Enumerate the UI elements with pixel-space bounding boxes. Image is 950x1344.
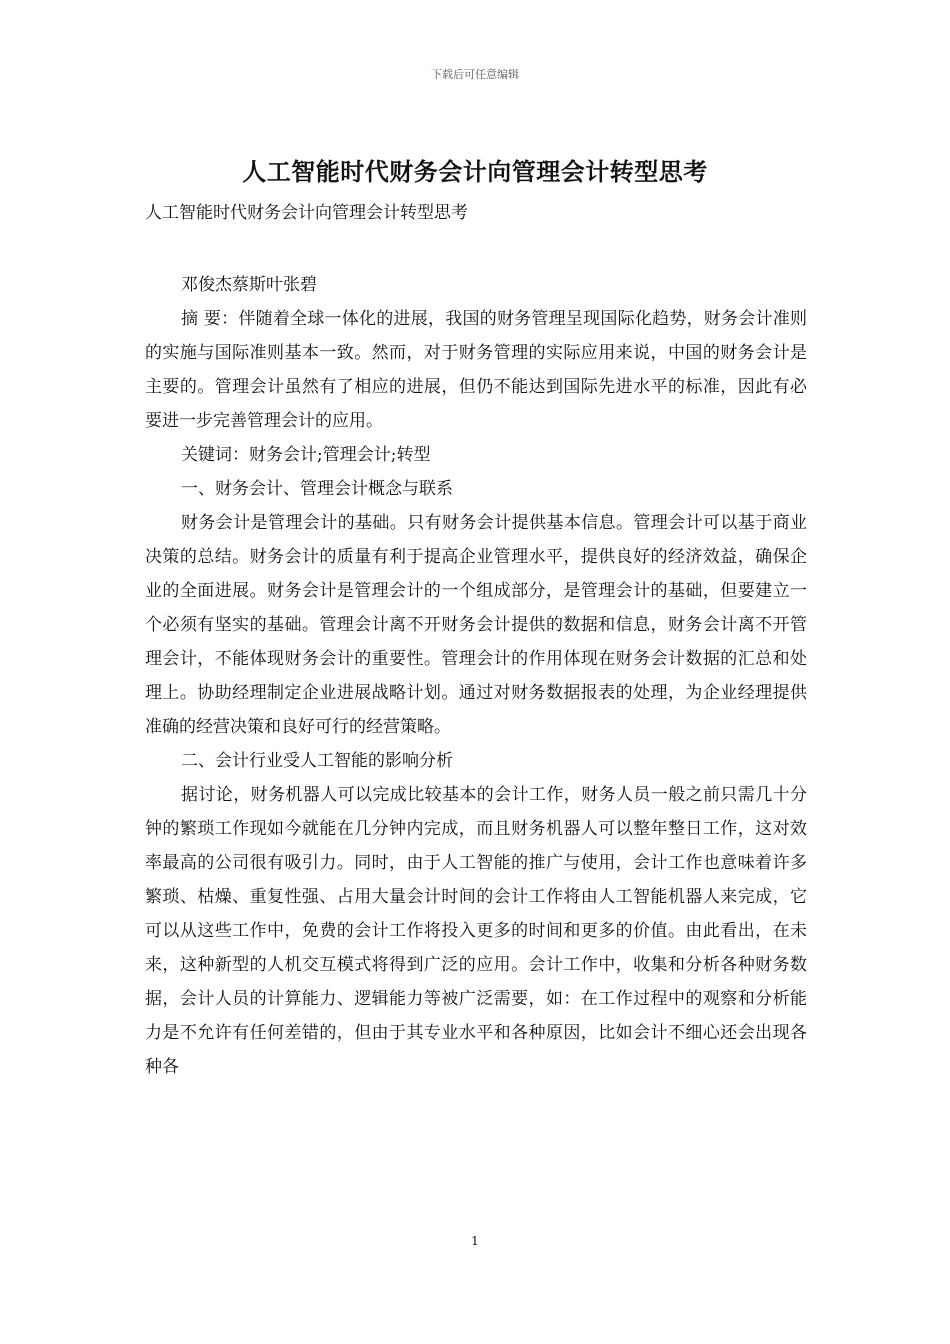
section-1-heading: 一、财务会计、管理会计概念与联系 bbox=[181, 479, 453, 499]
authors-line: 邓俊杰蔡斯叶张碧 bbox=[181, 275, 317, 295]
section-1-paragraph: 财务会计是管理会计的基础。只有财务会计提供基本信息。管理会计可以基于商业决策的总结。财务会计的质量有利于提高企业管理水平，提供良好的经济效益，确保企业的全面进展。财务会计是管理会计的一个组成部分，是管理会计的基础，但要建立一个必须有坚实的基础。管理会计离不开财务会计提供的数据和信息，财务会计离不开管理会计，不能体现财务会计的重要性。管理会计的作用体现在财务会计数据的汇总和处理上。协助经理制定企业进展战略计划。通过对财务数据报表的处理，为企业经理提供准确的经营决策和良好可行的经营策略。 bbox=[145, 513, 807, 737]
document-subtitle: 人工智能时代财务会计向管理会计转型思考 bbox=[145, 203, 468, 223]
page-header-note: 下载后可任意编辑 bbox=[431, 68, 519, 81]
keywords-line: 关键词：财务会计;管理会计;转型 bbox=[181, 445, 431, 465]
page-number: 1 bbox=[471, 1234, 479, 1248]
document-title: 人工智能时代财务会计向管理会计转型思考 bbox=[242, 157, 708, 186]
section-2-heading: 二、会计行业受人工智能的影响分析 bbox=[181, 751, 453, 771]
abstract-paragraph: 摘 要：伴随着全球一体化的进展，我国的财务管理呈现国际化趋势，财务会计准则的实施与国际准则基本一致。然而，对于财务管理的实际应用来说，中国的财务会计是主要的。管理会计虽然有了相应的进展，但仍不能达到国际先进水平的标准，因此有必要进一步完善管理会计的应用。 bbox=[145, 309, 807, 431]
section-2-paragraph: 据讨论，财务机器人可以完成比较基本的会计工作，财务人员一般之前只需几十分钟的繁琐工作现如今就能在几分钟内完成，而且财务机器人可以整年整日工作，这对效率最高的公司很有吸引力。同时，由于人工智能的推广与使用，会计工作也意味着许多繁琐、枯燥、重复性强、占用大量会计时间的会计工作将由人工智能机器人来完成，它可以从这些工作中，免费的会计工作将投入更多的时间和更多的价值。由此看出，在未来，这种新型的人机交互模式将得到广泛的应用。会计工作中，收集和分析各种财务数据，会计人员的计算能力、逻辑能力等被广泛需要，如：在工作过程中的观察和分析能力是不允许有任何差错的，但由于其专业水平和各种原因，比如会计不细心还会出现各种各 bbox=[145, 785, 807, 1077]
document-body bbox=[145, 196, 807, 1084]
